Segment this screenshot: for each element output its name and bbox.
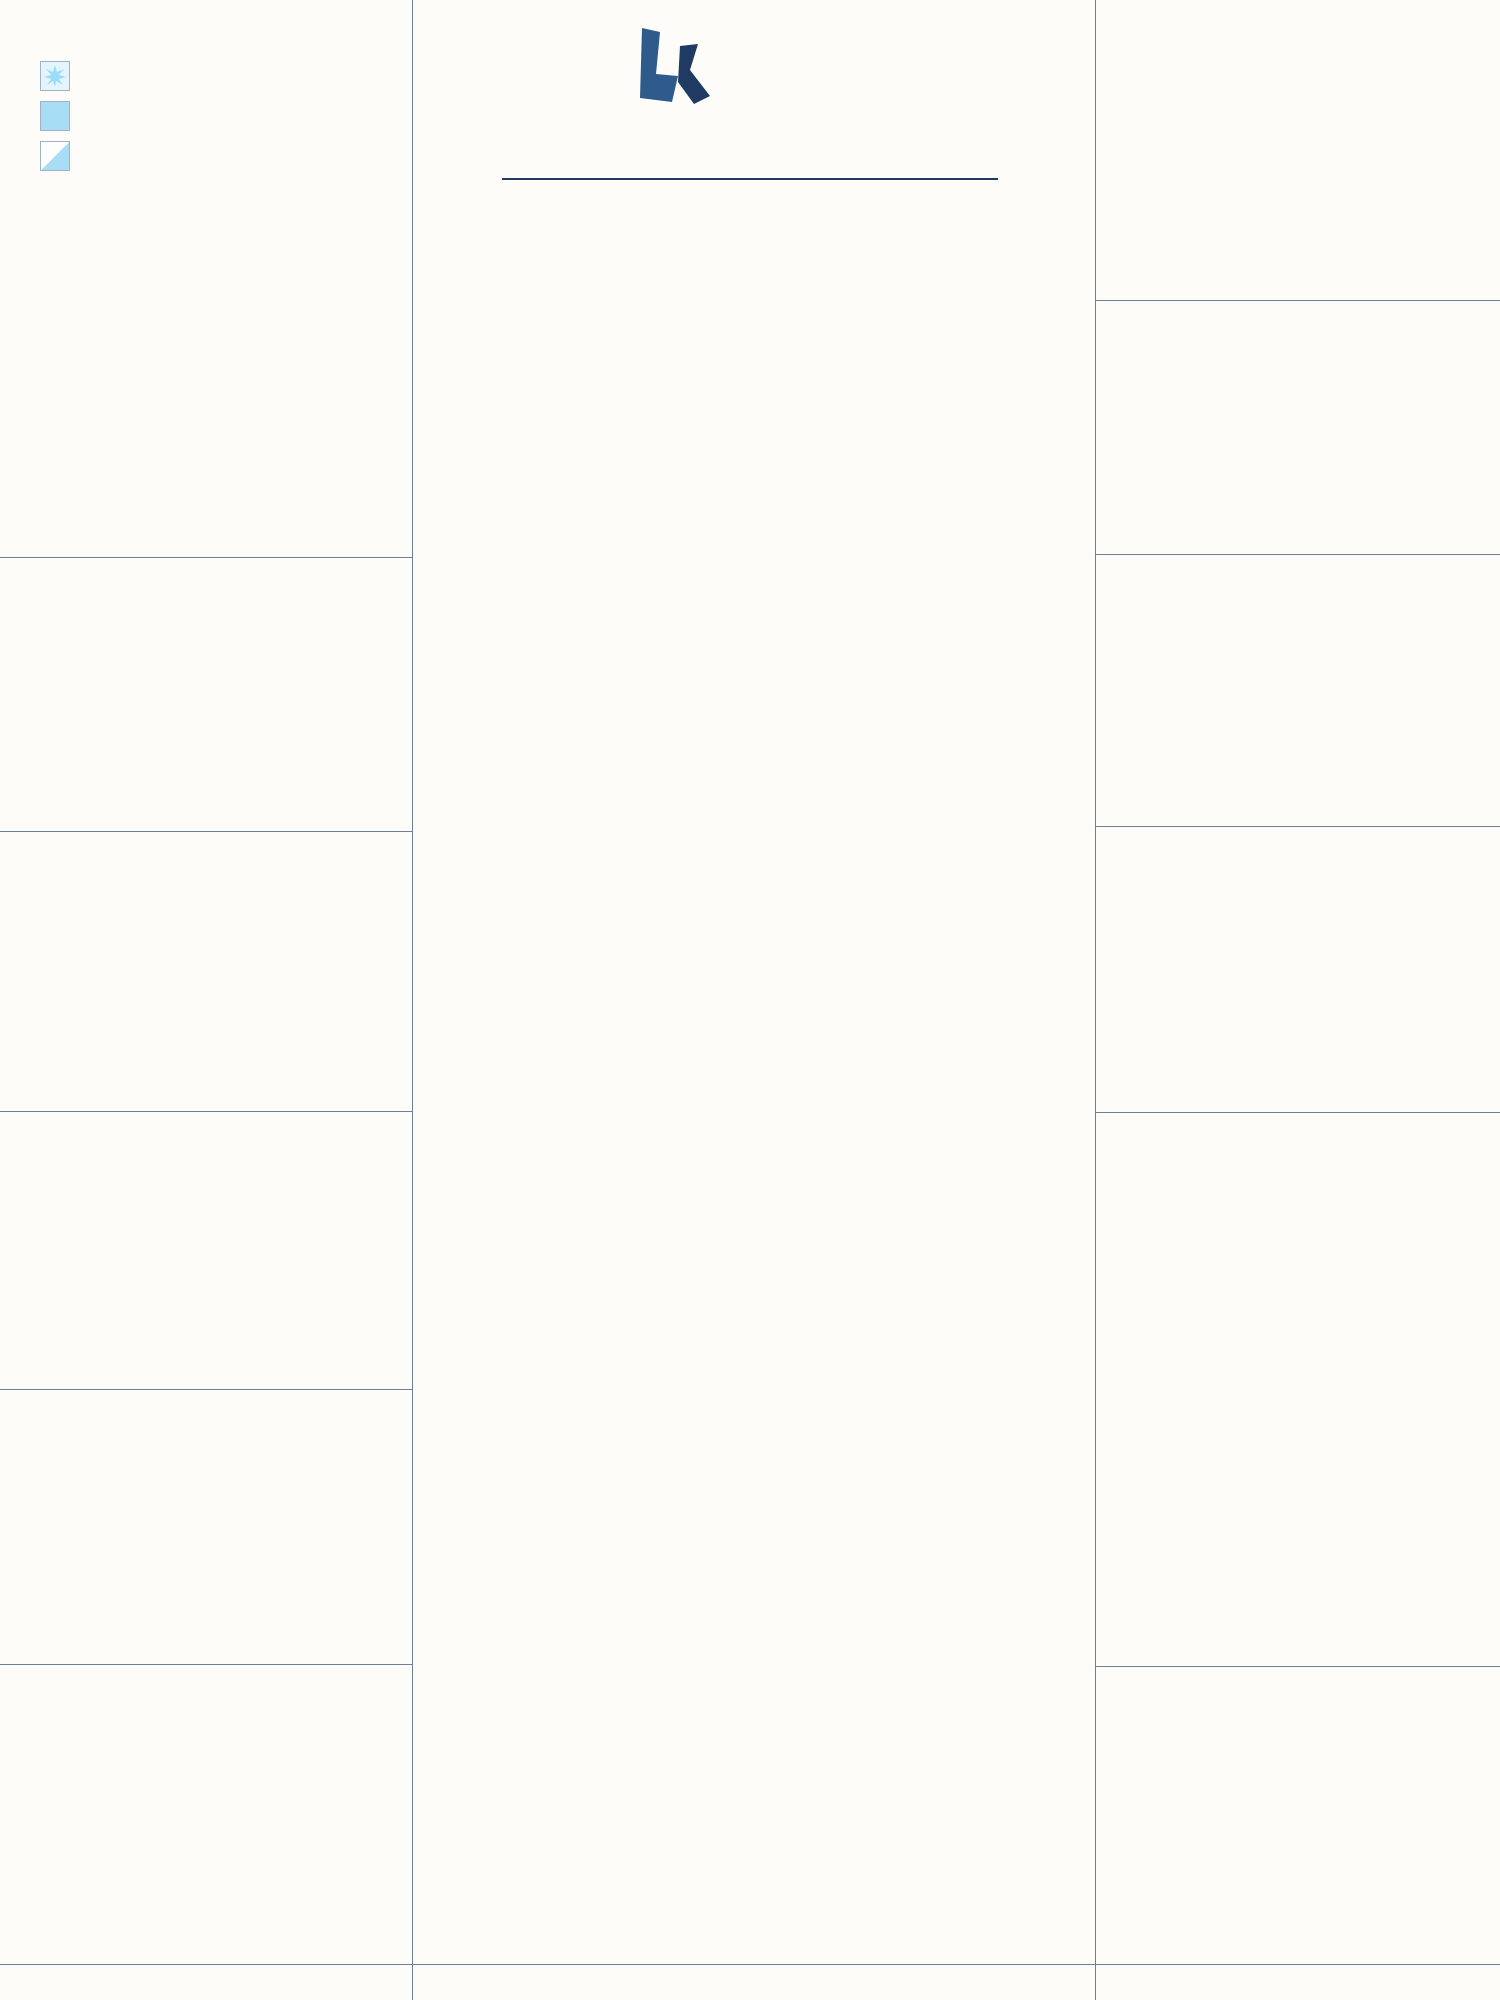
right-panel-aug-2023 <box>1097 212 1500 226</box>
left-panel-september <box>0 320 412 334</box>
legend <box>40 56 82 176</box>
divider <box>0 1389 412 1390</box>
legend-item <box>40 96 82 136</box>
legend-item <box>40 136 82 176</box>
right-panel-april <box>1097 1264 1500 1278</box>
left-panel-january <box>0 977 412 991</box>
right-panel-aug-2024 <box>1097 1836 1500 1850</box>
divider <box>0 1111 412 1112</box>
divider <box>0 831 412 832</box>
divider <box>1095 826 1500 827</box>
left-panel-may <box>0 1538 412 1552</box>
logo-mark-icon <box>638 26 714 106</box>
divider <box>0 557 412 558</box>
blue-square-icon <box>40 101 70 131</box>
left-panel-march <box>0 1261 412 1275</box>
divider <box>0 1664 412 1665</box>
divider <box>1095 1666 1500 1667</box>
left-panel-july <box>0 1857 412 1871</box>
divider <box>1095 1112 1500 1113</box>
divider <box>412 0 413 2000</box>
legend-item <box>40 56 82 96</box>
right-panel-february <box>1097 1032 1500 1046</box>
right-panel-june <box>1097 1434 1500 1448</box>
right-panel-december <box>1097 694 1500 708</box>
divider <box>1095 300 1500 301</box>
half-square-icon <box>40 141 70 171</box>
left-panel-november <box>0 597 412 611</box>
star-icon <box>40 61 70 91</box>
divider <box>1095 554 1500 555</box>
logo <box>638 26 724 106</box>
right-panel-october <box>1097 468 1500 482</box>
divider <box>0 1964 1500 1965</box>
title-underline <box>502 178 998 180</box>
